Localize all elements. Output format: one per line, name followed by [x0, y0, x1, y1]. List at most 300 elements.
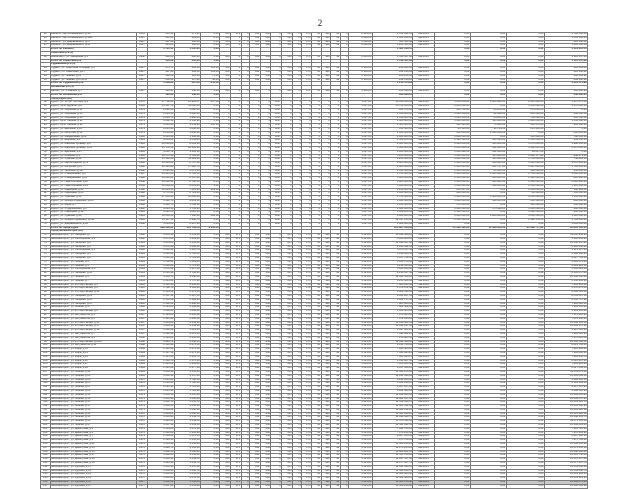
table-cell: 402,00: [174, 55, 200, 59]
table-cell: 3 961,80: [148, 412, 174, 416]
table-cell: 1963: [136, 253, 148, 257]
table-cell: 2 270,80: [174, 348, 200, 352]
table-cell: 0,00: [434, 454, 470, 458]
table-cell: 380: [321, 446, 331, 450]
table-cell: 0: [340, 294, 348, 298]
table-cell: 104: [41, 359, 51, 363]
table-cell: 0: [260, 124, 271, 128]
table-cell: 0: [282, 150, 293, 154]
table-cell: 3 521,00: [348, 294, 372, 298]
table-cell: 50: [311, 477, 321, 481]
table-cell: 975: [230, 465, 241, 469]
table-cell: 0: [220, 184, 231, 188]
table-cell: 270: [302, 238, 312, 242]
table-cell: 12 499 197,90: [372, 325, 413, 329]
table-cell: Авг.2019: [413, 367, 434, 371]
table-cell: 0: [340, 154, 348, 158]
table-cell: 1987: [136, 173, 148, 177]
table-cell: 334: [249, 351, 260, 355]
table-cell: 62: [41, 192, 51, 196]
table-cell: 630: [260, 272, 271, 276]
table-cell: 0: [292, 135, 302, 139]
table-cell: 1 227,00: [348, 219, 372, 223]
table-cell: 124: [41, 435, 51, 439]
table-cell: 0,00: [506, 245, 544, 249]
table-cell: 975: [230, 446, 241, 450]
table-cell: 0: [271, 420, 282, 424]
table-cell: 1966: [136, 302, 148, 306]
table-cell: 334: [249, 481, 260, 485]
table-cell: Курск г, пр-кт Ленина, д.93: [50, 124, 136, 128]
table-cell: 0: [271, 477, 282, 481]
table-cell: 3 521,00: [348, 355, 372, 359]
table-cell: 0: [241, 120, 249, 124]
table-cell: 84 647,00: [506, 150, 544, 154]
table-cell: 0: [249, 116, 260, 120]
table-cell: 0: [220, 116, 231, 120]
table-cell: 0: [331, 169, 341, 173]
table-cell: 2 019,40: [148, 382, 174, 386]
table-cell: 380: [321, 306, 331, 310]
table-cell: 42: [331, 70, 341, 74]
table-cell: 52: [41, 154, 51, 158]
table-cell: 3 433,80: [174, 241, 200, 245]
table-cell: 334: [249, 405, 260, 409]
table-cell: Авг.2019: [413, 302, 434, 306]
table-cell: 0: [220, 169, 231, 173]
table-cell: 0: [292, 169, 302, 173]
table-cell: 12 491 099,60: [544, 465, 587, 469]
table-cell: 0,00: [470, 477, 506, 481]
table-cell: 121: [41, 424, 51, 428]
table-cell: 8 062 737,90: [544, 298, 587, 302]
table-cell: 3 548,00: [174, 276, 200, 280]
table-cell: 12 476 311,40: [544, 420, 587, 424]
table-cell: 42: [331, 294, 341, 298]
table-cell: 0: [331, 135, 341, 139]
table-cell: 39: [41, 105, 51, 109]
table-cell: 0: [340, 67, 348, 71]
table-cell: 119: [41, 416, 51, 420]
table-cell: 0: [241, 238, 249, 242]
table-cell: 0: [220, 181, 231, 185]
table-cell: 334: [249, 40, 260, 44]
table-cell: 70: [292, 276, 302, 280]
table-cell: 1 227,00: [348, 215, 372, 219]
table-cell: 8 800 000,00: [372, 181, 413, 185]
table-cell: 570 000,00: [434, 203, 470, 207]
table-cell: Курск г, ул. Парк Солянка, д.10: [50, 181, 136, 185]
table-cell: 1 227,00: [348, 203, 372, 207]
table-cell: 70: [292, 416, 302, 420]
table-cell: 12 488 282,80: [544, 450, 587, 454]
table-cell: 0: [260, 116, 271, 120]
table-cell: Авг.2019: [413, 143, 434, 147]
table-cell: 630: [260, 382, 271, 386]
table-cell: 0: [249, 120, 260, 124]
table-cell: 334: [249, 462, 260, 466]
table-cell: 630: [260, 363, 271, 367]
table-cell: Суджанский р-н (4): [50, 63, 136, 67]
table-cell: 0: [311, 207, 321, 211]
table-cell: 3 796,10: [174, 203, 200, 207]
table-cell: 7 964 502,00: [372, 306, 413, 310]
table-cell: 3 949,00: [148, 420, 174, 424]
table-cell: 556: [220, 33, 231, 37]
table-cell: Авг.2019: [413, 484, 434, 488]
table-cell: 334: [249, 450, 260, 454]
table-cell: 436,00: [148, 59, 174, 63]
table-cell: 380: [321, 355, 331, 359]
table-cell: 1979: [136, 112, 148, 116]
table-cell: 334: [249, 44, 260, 48]
table-cell: 0,00: [470, 393, 506, 397]
table-cell: 12 515 746,60: [544, 454, 587, 458]
table-cell: 0: [271, 431, 282, 435]
table-cell: 415: [282, 446, 293, 450]
table-cell: 50: [311, 279, 321, 283]
table-cell: 0: [340, 317, 348, 321]
table-cell: 3 949,30: [148, 462, 174, 466]
table-cell: 0,00: [470, 291, 506, 295]
table-cell: 42: [331, 484, 341, 488]
table-cell: 0,00: [434, 302, 470, 306]
table-cell: 0: [241, 412, 249, 416]
table-cell: 6 017 741,10: [544, 257, 587, 261]
table-cell: 415: [282, 291, 293, 295]
table-cell: 6 230 057,40: [372, 272, 413, 276]
table-cell: 975: [230, 351, 241, 355]
table-cell: 42: [331, 412, 341, 416]
table-cell: 0: [282, 219, 293, 223]
table-cell: 103: [41, 355, 51, 359]
table-cell: 526 540,40: [372, 40, 413, 44]
table-cell: 334: [249, 253, 260, 257]
table-cell: 975: [230, 439, 241, 443]
table-cell: 7 963 445,70: [544, 355, 587, 359]
table-cell: 0: [292, 203, 302, 207]
table-cell: 0,00: [201, 192, 220, 196]
table-cell: 0: [271, 462, 282, 466]
table-cell: 630: [260, 36, 271, 40]
table-cell: 78: [41, 260, 51, 264]
table-cell: 0: [220, 192, 231, 196]
table-cell: 3 521,00: [348, 446, 372, 450]
table-cell: 12 511 873,50: [372, 370, 413, 374]
table-cell: 975: [230, 374, 241, 378]
table-cell: 10 484,90: [174, 146, 200, 150]
table-cell: 2 287,50: [174, 294, 200, 298]
table-cell: 556: [220, 298, 231, 302]
table-cell: 0,00: [201, 458, 220, 462]
table-cell: Авг.2019: [413, 158, 434, 162]
table-cell: 556: [220, 348, 231, 352]
table-cell: 42: [331, 78, 341, 82]
table-cell: 0: [241, 44, 249, 48]
table-cell: 400 000,00: [544, 207, 587, 211]
table-cell: 0: [340, 181, 348, 185]
table-cell: 12 503 423,10: [372, 477, 413, 481]
table-cell: 2 018,50: [201, 226, 220, 230]
table-cell: 1 998 465,00: [544, 143, 587, 147]
table-cell: 0: [302, 200, 312, 204]
table-cell: 0,00: [201, 291, 220, 295]
table-cell: 0: [271, 253, 282, 257]
table-cell: 0,00: [201, 370, 220, 374]
table-cell: 42: [331, 55, 341, 59]
table-cell: 270: [302, 420, 312, 424]
table-cell: Авг.2019: [413, 70, 434, 74]
table-cell: 2 262,40: [174, 363, 200, 367]
table-cell: 69: [41, 219, 51, 223]
table-cell: 2 300 000,00: [372, 169, 413, 173]
table-cell: 975: [230, 363, 241, 367]
table-cell: 415: [282, 55, 293, 59]
table-cell: Итого по Советский р-н: [50, 59, 136, 63]
table-cell: 4 936 442,00: [372, 245, 413, 249]
table-cell: 975: [230, 469, 241, 473]
table-cell: 7 993 022,10: [372, 332, 413, 336]
table-cell: 0,00: [201, 207, 220, 211]
table-cell: 70: [292, 424, 302, 428]
table-cell: 70: [292, 257, 302, 261]
table-cell: Авг.2019: [413, 184, 434, 188]
table-cell: 125: [41, 439, 51, 443]
table-cell: 0: [241, 397, 249, 401]
table-cell: 0: [260, 143, 271, 147]
table-cell: 50: [311, 329, 321, 333]
table-cell: 70: [292, 435, 302, 439]
table-cell: Железногорск г, ул. 21 Партсъезда, д.11: [50, 291, 136, 295]
table-cell: 1227: [271, 146, 282, 150]
table-cell: 70: [292, 332, 302, 336]
table-cell: 415: [282, 359, 293, 363]
table-cell: 0,00: [470, 82, 506, 86]
table-cell: 3 200 000,00: [372, 188, 413, 192]
table-cell: 0: [241, 458, 249, 462]
table-cell: 0,00: [434, 397, 470, 401]
table-cell: 0,00: [544, 108, 587, 112]
table-cell: 0: [241, 181, 249, 185]
table-cell: 7 978 233,90: [372, 431, 413, 435]
table-cell: 630: [260, 370, 271, 374]
table-cell: 0,00: [470, 241, 506, 245]
table-cell: 2 180 000,00: [372, 150, 413, 154]
table-cell: 0,00: [434, 363, 470, 367]
table-cell: 415: [282, 344, 293, 348]
table-cell: 0,00: [470, 431, 506, 435]
table-cell: 334: [249, 70, 260, 74]
table-cell: Авг.2019: [413, 443, 434, 447]
table-cell: 341,40: [201, 82, 220, 86]
table-cell: 50: [311, 306, 321, 310]
table-cell: 64: [41, 200, 51, 204]
table-cell: 0: [311, 105, 321, 109]
table-cell: 0,00: [470, 222, 506, 226]
table-cell: 42: [331, 382, 341, 386]
table-cell: 512,60: [148, 36, 174, 40]
table-cell: 270: [302, 257, 312, 261]
table-cell: 3 521,00: [348, 401, 372, 405]
table-cell: 50: [311, 359, 321, 363]
table-cell: 12 515 746,60: [372, 454, 413, 458]
table-cell: 0: [340, 112, 348, 116]
table-cell: 0,00: [470, 272, 506, 276]
table-cell: 0,00: [201, 363, 220, 367]
table-cell: 0,00: [506, 264, 544, 268]
table-cell: 556: [220, 370, 231, 374]
table-cell: 556: [220, 397, 231, 401]
table-cell: 50: [311, 287, 321, 291]
table-cell: 131: [41, 462, 51, 466]
table-cell: Железногорск г, ул. Гагарина, д.5: [50, 253, 136, 257]
table-cell: 0,00: [470, 454, 506, 458]
table-cell: 270: [302, 427, 312, 431]
table-cell: 5 578 672,40: [372, 287, 413, 291]
table-cell: 1 419,20: [174, 329, 200, 333]
table-cell: 0,00: [434, 279, 470, 283]
table-cell: 0,00: [506, 351, 544, 355]
table-cell: 630: [260, 412, 271, 416]
table-cell: 975: [230, 241, 241, 245]
table-cell: 913,60: [201, 188, 220, 192]
table-cell: 0,00: [201, 317, 220, 321]
table-cell: 0,00: [434, 89, 470, 93]
table-cell: Суджа г, ул. Ленина, д.9 лит.Б: [50, 78, 136, 82]
table-cell: 0,00: [506, 465, 544, 469]
table-cell: 380: [321, 389, 331, 393]
table-cell: 0: [241, 196, 249, 200]
table-cell: 12 272,10: [148, 154, 174, 158]
table-cell: 0,00: [470, 450, 506, 454]
table-cell: 0,00: [201, 374, 220, 378]
table-cell: 0,00: [201, 283, 220, 287]
table-cell: 0,00: [201, 389, 220, 393]
table-cell: 46: [41, 131, 51, 135]
table-cell: 70: [292, 412, 302, 416]
table-cell: 1977: [136, 484, 148, 488]
table-cell: 196,00: [148, 89, 174, 93]
table-cell: 3 647 210,00: [506, 165, 544, 169]
table-cell: 0: [302, 222, 312, 226]
table-cell: 0: [271, 78, 282, 82]
table-cell: 0,00: [201, 211, 220, 215]
table-cell: Авг.2019: [413, 257, 434, 261]
table-cell: 3 521,00: [348, 264, 372, 268]
table-cell: 0: [249, 219, 260, 223]
table-cell: 1963: [136, 268, 148, 272]
table-cell: 50: [311, 340, 321, 344]
table-cell: 334: [249, 55, 260, 59]
table-cell: 1976: [136, 101, 148, 105]
table-cell: 2 521,00: [348, 33, 372, 37]
table-cell: 12 492 508,00: [372, 340, 413, 344]
table-cell: 3 160,00: [174, 135, 200, 139]
table-cell: 630: [260, 234, 271, 238]
table-cell: 0: [340, 336, 348, 340]
table-cell: 0: [220, 139, 231, 143]
table-cell: 0,00: [201, 481, 220, 485]
table-cell: 400 700,00: [372, 108, 413, 112]
table-cell: 2 650 000,00: [506, 184, 544, 188]
table-cell: 8 013 796,00: [544, 344, 587, 348]
table-cell: 630: [260, 260, 271, 264]
table-cell: 975: [230, 416, 241, 420]
table-cell: 5 600 000,00: [372, 146, 413, 150]
table-cell: 0: [292, 131, 302, 135]
table-cell: 415: [282, 241, 293, 245]
table-cell: 0: [230, 222, 241, 226]
table-cell: 1 885,00: [174, 127, 200, 131]
table-cell: Курск г, ул. Парк Солянка, д.14: [50, 184, 136, 188]
table-cell: 0: [340, 272, 348, 276]
table-cell: 107: [41, 370, 51, 374]
table-cell: 556: [220, 420, 231, 424]
table-cell: 2 262,40: [174, 283, 200, 287]
table-cell: 0,00: [470, 306, 506, 310]
table-cell: 630: [260, 420, 271, 424]
table-cell: 1992: [136, 192, 148, 196]
table-cell: 0: [331, 146, 341, 150]
table-cell: Железногорск г, ул. 21 Партсъезда, д.9: [50, 310, 136, 314]
table-cell: 2 700 000,00: [506, 173, 544, 177]
table-cell: 70: [292, 313, 302, 317]
table-cell: 0: [241, 401, 249, 405]
table-cell: 334: [249, 234, 260, 238]
table-cell: 50: [311, 298, 321, 302]
table-cell: 500 000,00: [470, 158, 506, 162]
table-cell: 8 060 000,00: [372, 215, 413, 219]
table-cell: 70: [292, 40, 302, 44]
table-cell: 1934: [136, 33, 148, 37]
table-cell: 0,00: [470, 325, 506, 329]
table-cell: 3 450 000,00: [506, 105, 544, 109]
table-cell: 70: [292, 340, 302, 344]
table-cell: 0: [331, 127, 341, 131]
table-cell: 270: [302, 412, 312, 416]
table-cell: 50: [311, 351, 321, 355]
table-cell: 3 521,00: [348, 382, 372, 386]
table-cell: 0: [220, 105, 231, 109]
table-cell: 415: [282, 332, 293, 336]
table-cell: 380: [321, 465, 331, 469]
table-cell: 0,00: [434, 55, 470, 59]
table-cell: 1 263 500,00: [544, 44, 587, 48]
table-cell: 3 521,00: [348, 321, 372, 325]
table-cell: 0,00: [506, 272, 544, 276]
table-cell: 0,00: [506, 298, 544, 302]
table-cell: 556: [220, 465, 231, 469]
table-cell: 3 521,00: [348, 257, 372, 261]
table-cell: 3 521,00: [348, 336, 372, 340]
table-cell: 114: [41, 397, 51, 401]
table-cell: 3 521,00: [348, 348, 372, 352]
table-cell: 12 497 437,40: [544, 458, 587, 462]
table-cell: 270: [302, 283, 312, 287]
table-cell: 0: [321, 101, 331, 105]
table-cell: 0: [230, 188, 241, 192]
table-cell: Авг.2019: [413, 378, 434, 382]
table-cell: 70: [41, 222, 51, 226]
table-cell: 1 740 033,00: [544, 165, 587, 169]
table-cell: 556: [220, 70, 231, 74]
table-cell: 0: [220, 173, 231, 177]
table-cell: 0: [271, 427, 282, 431]
table-cell: 334: [249, 416, 260, 420]
table-cell: 1227: [271, 177, 282, 181]
table-cell: Авг.2019: [413, 33, 434, 37]
table-cell: 3 956,80: [148, 477, 174, 481]
